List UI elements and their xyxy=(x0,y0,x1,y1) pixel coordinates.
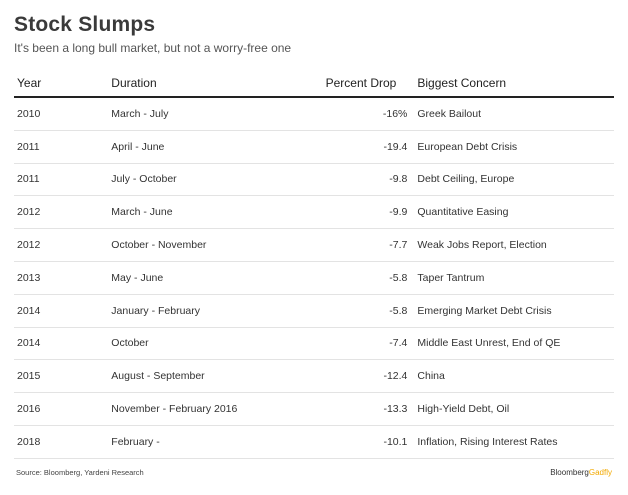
table-body xyxy=(14,97,614,458)
cell-biggest-concern: Debt Ceiling, Europe xyxy=(417,163,614,196)
cell-duration: October xyxy=(111,327,313,360)
cell-year: 2012 xyxy=(14,229,111,262)
cell-duration: October - November xyxy=(111,229,313,262)
cell-percent-drop: -7.4 xyxy=(314,327,418,360)
cell-biggest-concern: Emerging Market Debt Crisis xyxy=(417,294,614,327)
cell-year: 2011 xyxy=(14,163,111,196)
cell-year: 2014 xyxy=(14,327,111,360)
cell-duration: March - July xyxy=(111,97,313,130)
cell-percent-drop: -7.7 xyxy=(314,229,418,262)
cell-duration: March - June xyxy=(111,196,313,229)
chart-title: Stock Slumps xyxy=(14,13,156,36)
cell-duration: January - February xyxy=(111,294,313,327)
source-note: Source: Bloomberg, Yardeni Research xyxy=(16,468,144,477)
cell-percent-drop: -16% xyxy=(314,97,418,130)
brand-logo xyxy=(550,468,612,477)
cell-biggest-concern: European Debt Crisis xyxy=(417,130,614,163)
cell-duration: April - June xyxy=(111,130,313,163)
column-header-biggest-concern: Biggest Concern xyxy=(417,70,614,97)
cell-year: 2015 xyxy=(14,360,111,393)
cell-duration: July - October xyxy=(111,163,313,196)
cell-percent-drop: -10.1 xyxy=(314,425,418,458)
cell-percent-drop: -12.4 xyxy=(314,360,418,393)
cell-duration: February - xyxy=(111,425,313,458)
cell-percent-drop: -9.9 xyxy=(314,196,418,229)
header-row xyxy=(14,70,614,97)
cell-year: 2014 xyxy=(14,294,111,327)
table-row xyxy=(14,196,614,229)
cell-percent-drop: -13.3 xyxy=(314,393,418,426)
brand-accent: Gadfly xyxy=(588,468,612,477)
data-table xyxy=(14,70,614,459)
table-row xyxy=(14,130,614,163)
column-header-year: Year xyxy=(14,70,111,97)
table-row xyxy=(14,229,614,262)
column-header-duration: Duration xyxy=(111,70,313,97)
cell-biggest-concern: Inflation, Rising Interest Rates xyxy=(417,425,614,458)
cell-biggest-concern: Greek Bailout xyxy=(417,97,614,130)
footer xyxy=(16,468,612,477)
cell-duration: November - February 2016 xyxy=(111,393,313,426)
table-row xyxy=(14,97,614,130)
table-row xyxy=(14,294,614,327)
cell-duration: August - September xyxy=(111,360,313,393)
cell-percent-drop: -9.8 xyxy=(314,163,418,196)
cell-biggest-concern: Middle East Unrest, End of QE xyxy=(417,327,614,360)
table-row xyxy=(14,393,614,426)
cell-year: 2012 xyxy=(14,196,111,229)
cell-percent-drop: -19.4 xyxy=(314,130,418,163)
table-row xyxy=(14,327,614,360)
cell-biggest-concern: High-Yield Debt, Oil xyxy=(417,393,614,426)
cell-biggest-concern: Weak Jobs Report, Election xyxy=(417,229,614,262)
cell-year: 2011 xyxy=(14,130,111,163)
cell-biggest-concern: Quantitative Easing xyxy=(417,196,614,229)
cell-duration: May - June xyxy=(111,261,313,294)
column-header-percent-drop: Percent Drop xyxy=(314,70,418,97)
chart-subtitle: It's been a long bull market, but not a worry-free one xyxy=(14,41,292,55)
cell-biggest-concern: China xyxy=(417,360,614,393)
cell-year: 2013 xyxy=(14,261,111,294)
table-row xyxy=(14,425,614,458)
brand-main: Bloomberg xyxy=(550,468,589,477)
table-row xyxy=(14,261,614,294)
cell-percent-drop: -5.8 xyxy=(314,294,418,327)
cell-percent-drop: -5.8 xyxy=(314,261,418,294)
cell-year: 2018 xyxy=(14,425,111,458)
cell-biggest-concern: Taper Tantrum xyxy=(417,261,614,294)
table-row xyxy=(14,163,614,196)
cell-year: 2010 xyxy=(14,97,111,130)
table-row xyxy=(14,360,614,393)
cell-year: 2016 xyxy=(14,393,111,426)
